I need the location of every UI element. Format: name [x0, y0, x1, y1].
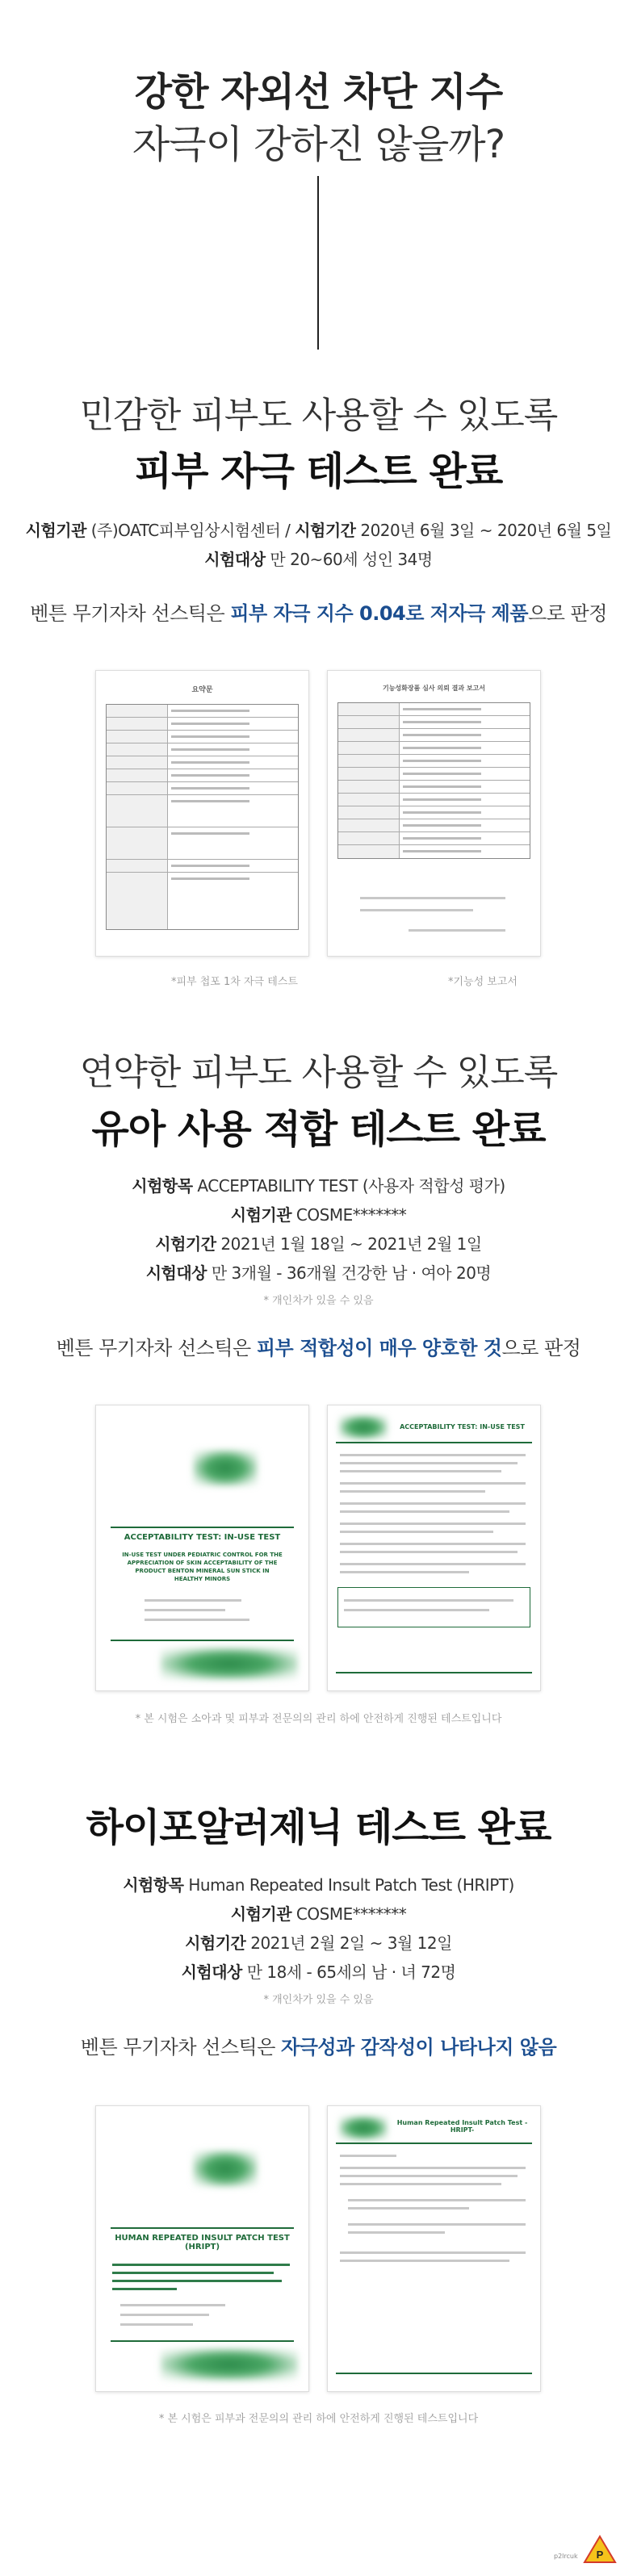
- info-value: ACCEPTABILITY TEST (사용자 적합성 평가): [192, 1176, 505, 1196]
- info-value: COSME*******: [291, 1904, 407, 1924]
- document-title: ACCEPTABILITY TEST: IN-USE TEST: [124, 1533, 281, 1542]
- verdict-text: 벤튼 무기자차 선스틱은: [56, 1337, 257, 1359]
- info-label: 시험기관: [230, 1205, 292, 1225]
- blurred-logo: [193, 1450, 258, 1486]
- blurred-stamp: [161, 1648, 298, 1680]
- section1-title: 피부 자극 테스트 완료: [134, 449, 503, 494]
- info-value: 만 18세 - 65세의 남 · 녀 72명: [241, 1962, 456, 1982]
- section2-title: 유아 사용 적합 테스트 완료: [91, 1107, 546, 1152]
- section2-subtitle: 연약한 피부도 사용할 수 있도록: [79, 1052, 558, 1093]
- hript-result-document: [327, 2105, 541, 2392]
- document-title: 기능성화장품 심사 의뢰 결과 보고서: [382, 685, 486, 692]
- blurred-logo: [339, 2116, 388, 2140]
- section2-info-line3: [0, 1230, 637, 1258]
- document-caption: * 본 시험은 피부과 전문의의 관리 하에 안전하게 진행된 테스트입니다: [158, 2413, 479, 2425]
- info-label: 시험기관: [25, 521, 86, 540]
- section3-note: * 개인차가 있을 수 있음: [263, 1994, 374, 2006]
- acceptability-cover-document: [95, 1405, 309, 1691]
- info-value: Human Repeated Insult Patch Test (HRIPT): [183, 1875, 514, 1895]
- section1-info-line1: [0, 517, 637, 544]
- section3-info-line1: [0, 1871, 637, 1899]
- section2-info-line2: [0, 1201, 637, 1229]
- section3-info-line2: [0, 1900, 637, 1928]
- info-label: 시험항목: [132, 1176, 193, 1196]
- section3-title: 하이포알러제닉 테스트 완료: [86, 1805, 551, 1850]
- info-value: COSME*******: [291, 1205, 407, 1225]
- document-title: 요약문: [191, 686, 213, 694]
- section1-info-line2: [0, 546, 637, 573]
- info-label: 시험기간: [295, 521, 356, 540]
- info-label: 시험대상: [181, 1962, 242, 1982]
- info-label: 시험대상: [145, 1263, 207, 1283]
- blurred-logo: [339, 1415, 388, 1439]
- verdict-highlight: 자극성과 감작성이 나타나지 않음: [281, 2036, 557, 2059]
- info-value: 만 3개월 - 36개월 건강한 남 · 여아 20명: [207, 1263, 492, 1283]
- header-title-line1: 강한 자외선 차단 지수: [134, 69, 503, 115]
- logo-text: p2lrcuk: [554, 2553, 578, 2560]
- section3-info-line4: [0, 1958, 637, 1986]
- hript-cover-document: [95, 2105, 309, 2392]
- divider-line: [317, 176, 319, 350]
- document-caption: *피부 첩포 1차 자극 테스트: [171, 976, 298, 988]
- verdict-text: 벤튼 무기자차 선스틱은: [80, 2036, 282, 2059]
- info-label: 시험항목: [123, 1875, 184, 1895]
- info-label: 시험기관: [230, 1904, 292, 1924]
- document-caption: *기능성 보고서: [448, 976, 518, 988]
- info-value: 만 20~60세 성인 34명: [265, 550, 433, 569]
- section2-note: * 개인차가 있을 수 있음: [263, 1295, 374, 1307]
- document-subtitle: IN-USE TEST UNDER PEDIATRIC CONTROL FOR THE APPRECIATION OF SKIN ACCEPTABILITY OF THE PRODUCT BENTON MINERAL SUN STICK IN HEALTHY MINORS: [122, 1552, 283, 1582]
- blurred-logo: [193, 2151, 258, 2187]
- section3-info-line3: [0, 1929, 637, 1957]
- document-table: [106, 704, 299, 930]
- brand-logo: [583, 2535, 617, 2564]
- header-title-line2: 자극이 강하진 않을까?: [132, 122, 505, 167]
- info-value: 2020년 6월 3일 ~ 2020년 6월 5일: [355, 521, 612, 540]
- document-caption: * 본 시험은 소아과 및 피부과 전문의의 관리 하에 안전하게 진행된 테스트입니다: [135, 1713, 502, 1725]
- info-value: (주)OATC피부임상시험센터 /: [86, 521, 295, 540]
- section1-verdict: [0, 597, 637, 626]
- acceptability-result-document: [327, 1405, 541, 1691]
- document-title: Human Repeated Insult Patch Test -HRIPT-: [396, 2119, 528, 2134]
- document-table: [337, 702, 530, 859]
- info-label: 시험기간: [155, 1234, 216, 1254]
- document-title: ACCEPTABILITY TEST: IN-USE TEST: [400, 1423, 525, 1430]
- info-label: 시험대상: [204, 550, 266, 569]
- section3-verdict: [0, 2031, 637, 2059]
- section2-info-line1: [0, 1172, 637, 1200]
- verdict-text: 벤튼 무기자차 선스틱은: [30, 602, 231, 625]
- svg-text:P: P: [596, 2549, 604, 2561]
- blurred-stamp: [161, 2348, 298, 2381]
- info-value: 2021년 2월 2일 ~ 3월 12일: [245, 1933, 452, 1953]
- info-label: 시험기간: [185, 1933, 246, 1953]
- summary-document: [95, 670, 309, 957]
- section2-info-line4: [0, 1259, 637, 1287]
- document-title: HUMAN REPEATED INSULT PATCH TEST (HRIPT): [115, 2234, 290, 2251]
- section2-verdict: [0, 1332, 637, 1360]
- info-value: 2021년 1월 18일 ~ 2021년 2월 1일: [216, 1234, 482, 1254]
- verdict-highlight: 피부 적합성이 매우 양호한 것: [256, 1337, 502, 1359]
- verdict-text: 으로 판정: [501, 1337, 581, 1359]
- section1-subtitle: 민감한 피부도 사용할 수 있도록: [79, 395, 558, 436]
- verdict-highlight: 피부 자극 지수 0.04로 저자극 제품: [230, 602, 529, 625]
- verdict-text: 으로 판정: [528, 602, 607, 625]
- report-document: [327, 670, 541, 957]
